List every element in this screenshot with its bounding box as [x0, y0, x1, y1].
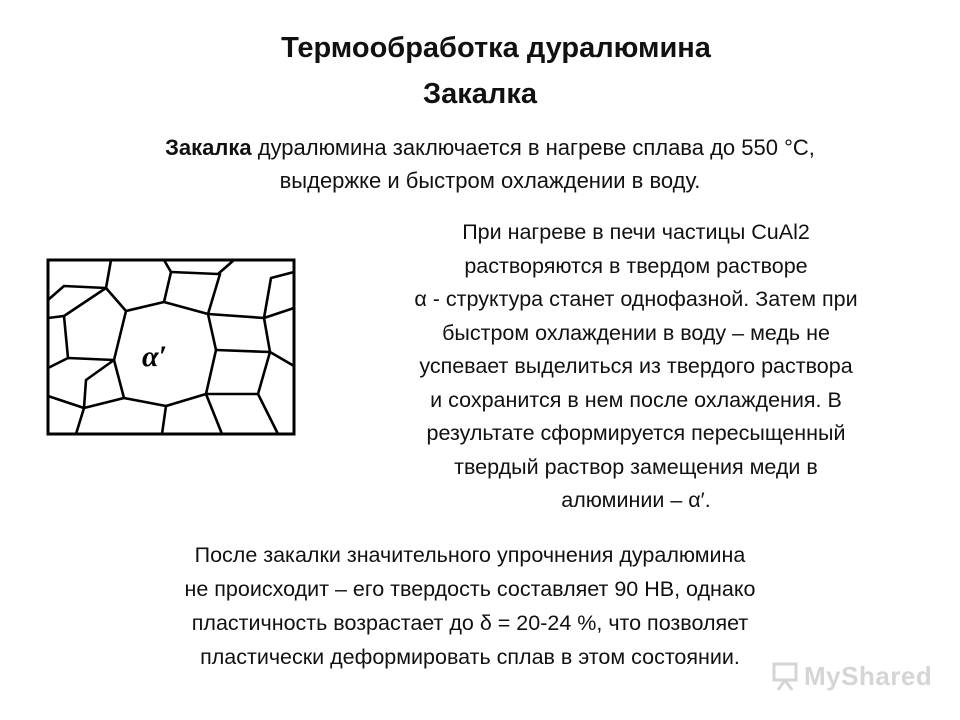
- slide-subtitle: Закалка: [422, 78, 537, 110]
- intro-line-1: [40, 131, 940, 164]
- bottom-line: После закалки значительного упрочнения дуралюмина: [194, 543, 746, 567]
- side-line: алюминии – α′.: [561, 488, 711, 512]
- slide-title: Термообработка дуралюмина: [281, 32, 711, 64]
- intro-bold-term: Закалка: [165, 135, 252, 160]
- side-line: растворяются в твердом растворе: [464, 253, 808, 278]
- side-line: твердый раствор замещения меди в: [454, 454, 818, 479]
- side-line: быстром охлаждении в воду – медь не: [442, 320, 830, 345]
- side-line: результате сформируется пересыщенный: [426, 421, 846, 445]
- side-line: α - структура станет однофазной. Затем при: [414, 287, 858, 311]
- intro-paragraph: [40, 131, 940, 197]
- side-line: успевает выделиться из твердого раствора: [419, 354, 853, 378]
- intro-line-1-text: дуралюмина заключается в нагреве сплава до 550 °С,: [251, 135, 815, 160]
- bottom-line: пластичность возрастает до δ = 20-24 %, что позволяет: [191, 611, 749, 635]
- side-paragraph: [328, 216, 944, 518]
- bottom-paragraph: [40, 538, 900, 674]
- presentation-board-icon: [772, 661, 798, 691]
- bottom-line: не происходит – его твердость составляет 90 НВ, однако: [184, 577, 756, 601]
- side-line: При нагреве в печи частицы CuAl2: [462, 220, 810, 244]
- microstructure-figure: [46, 258, 296, 436]
- side-line: и сохранится в нем после охлаждения. В: [430, 387, 842, 412]
- intro-line-2: выдержке и быстром охлаждении в воду.: [279, 168, 701, 193]
- alpha-prime-label: α′: [142, 340, 168, 373]
- bottom-line: пластически деформировать сплав в этом состоянии.: [200, 645, 740, 669]
- watermark-text: MyShared: [804, 660, 933, 691]
- watermark: [772, 654, 952, 698]
